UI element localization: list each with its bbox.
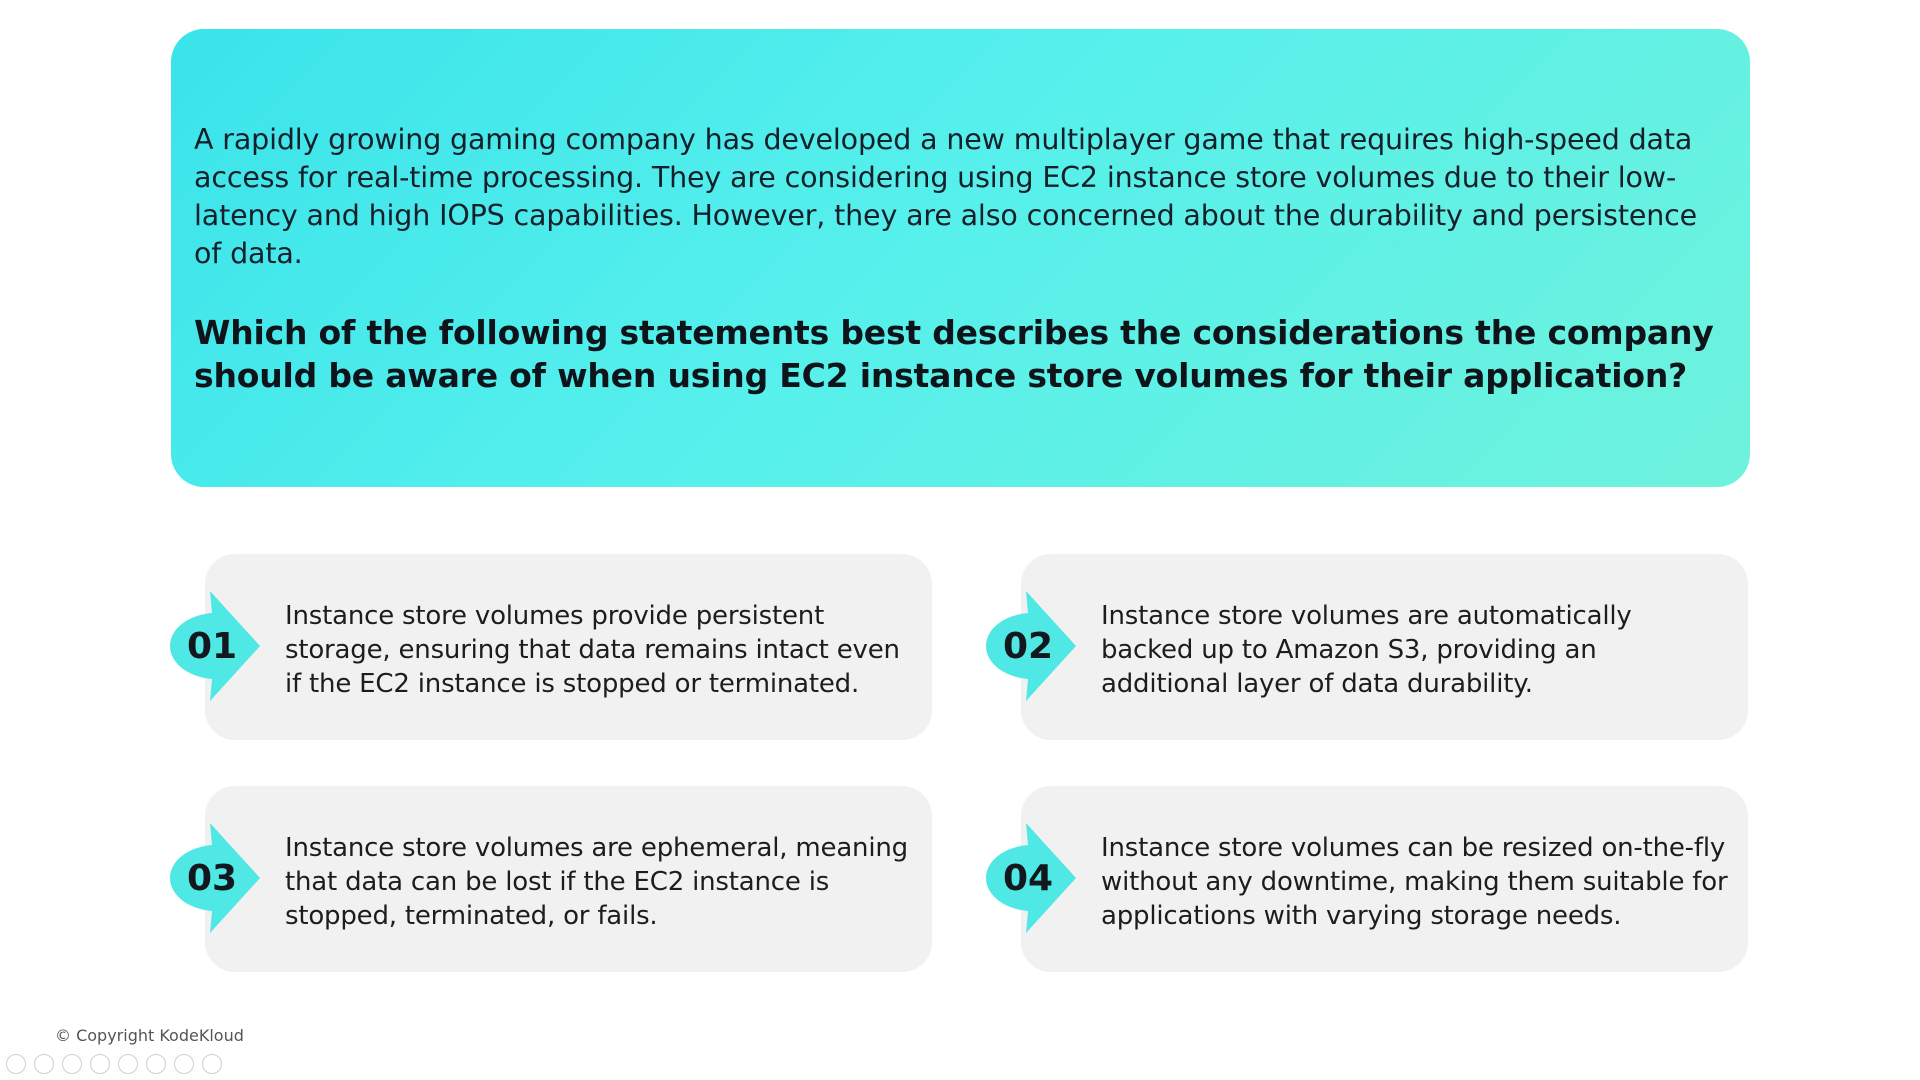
grid-icon[interactable] [90,1054,110,1074]
option-card-01[interactable] [205,554,932,740]
question-card [171,29,1750,487]
option-badge-04[interactable] [986,823,1082,933]
option-number: 01 [186,625,238,667]
option-text: Instance store volumes are automatically backed up to Amazon S3, providing an additional layer of data durability. [1101,601,1632,699]
settings-icon[interactable] [174,1054,194,1074]
option-card-03[interactable] [205,786,932,972]
option-card-02[interactable] [1021,554,1748,740]
question-text: Which of the following statements best describes the considerations the company should be aware of when using EC2 instance store volumes for their application? [194,313,1714,395]
option-number: 04 [1002,857,1054,899]
more-icon[interactable] [202,1054,222,1074]
option-badge-03[interactable] [170,823,266,933]
option-text: Instance store volumes are ephemeral, meaning that data can be lost if the EC2 instance is stopped, terminated, or fails. [285,833,908,931]
option-number: 02 [1002,625,1054,667]
next-icon[interactable] [34,1054,54,1074]
option-text: Instance store volumes can be resized on-the-fly without any downtime, making them suitable for applications with varying storage needs. [1101,833,1728,931]
option-badge-02[interactable] [986,591,1082,701]
copyright-text: © Copyright KodeKloud [55,1026,244,1045]
pen-icon[interactable] [62,1054,82,1074]
presentation-toolbar [6,1054,222,1076]
option-number: 03 [186,857,238,899]
option-card-04[interactable] [1021,786,1748,972]
subtitle-icon[interactable] [146,1054,166,1074]
scenario-text: A rapidly growing gaming company has developed a new multiplayer game that requires high-speed data access for real-time processing. They are considering using EC2 instance store volumes due to their low-latency and high IOPS capabilities. However, they are also concerned about the durability and persistence of data. [194,123,1698,270]
option-text: Instance store volumes provide persistent storage, ensuring that data remains intact even if the EC2 instance is stopped or terminated. [285,601,900,699]
option-badge-01[interactable] [170,591,266,701]
zoom-icon[interactable] [118,1054,138,1074]
prev-icon[interactable] [6,1054,26,1074]
